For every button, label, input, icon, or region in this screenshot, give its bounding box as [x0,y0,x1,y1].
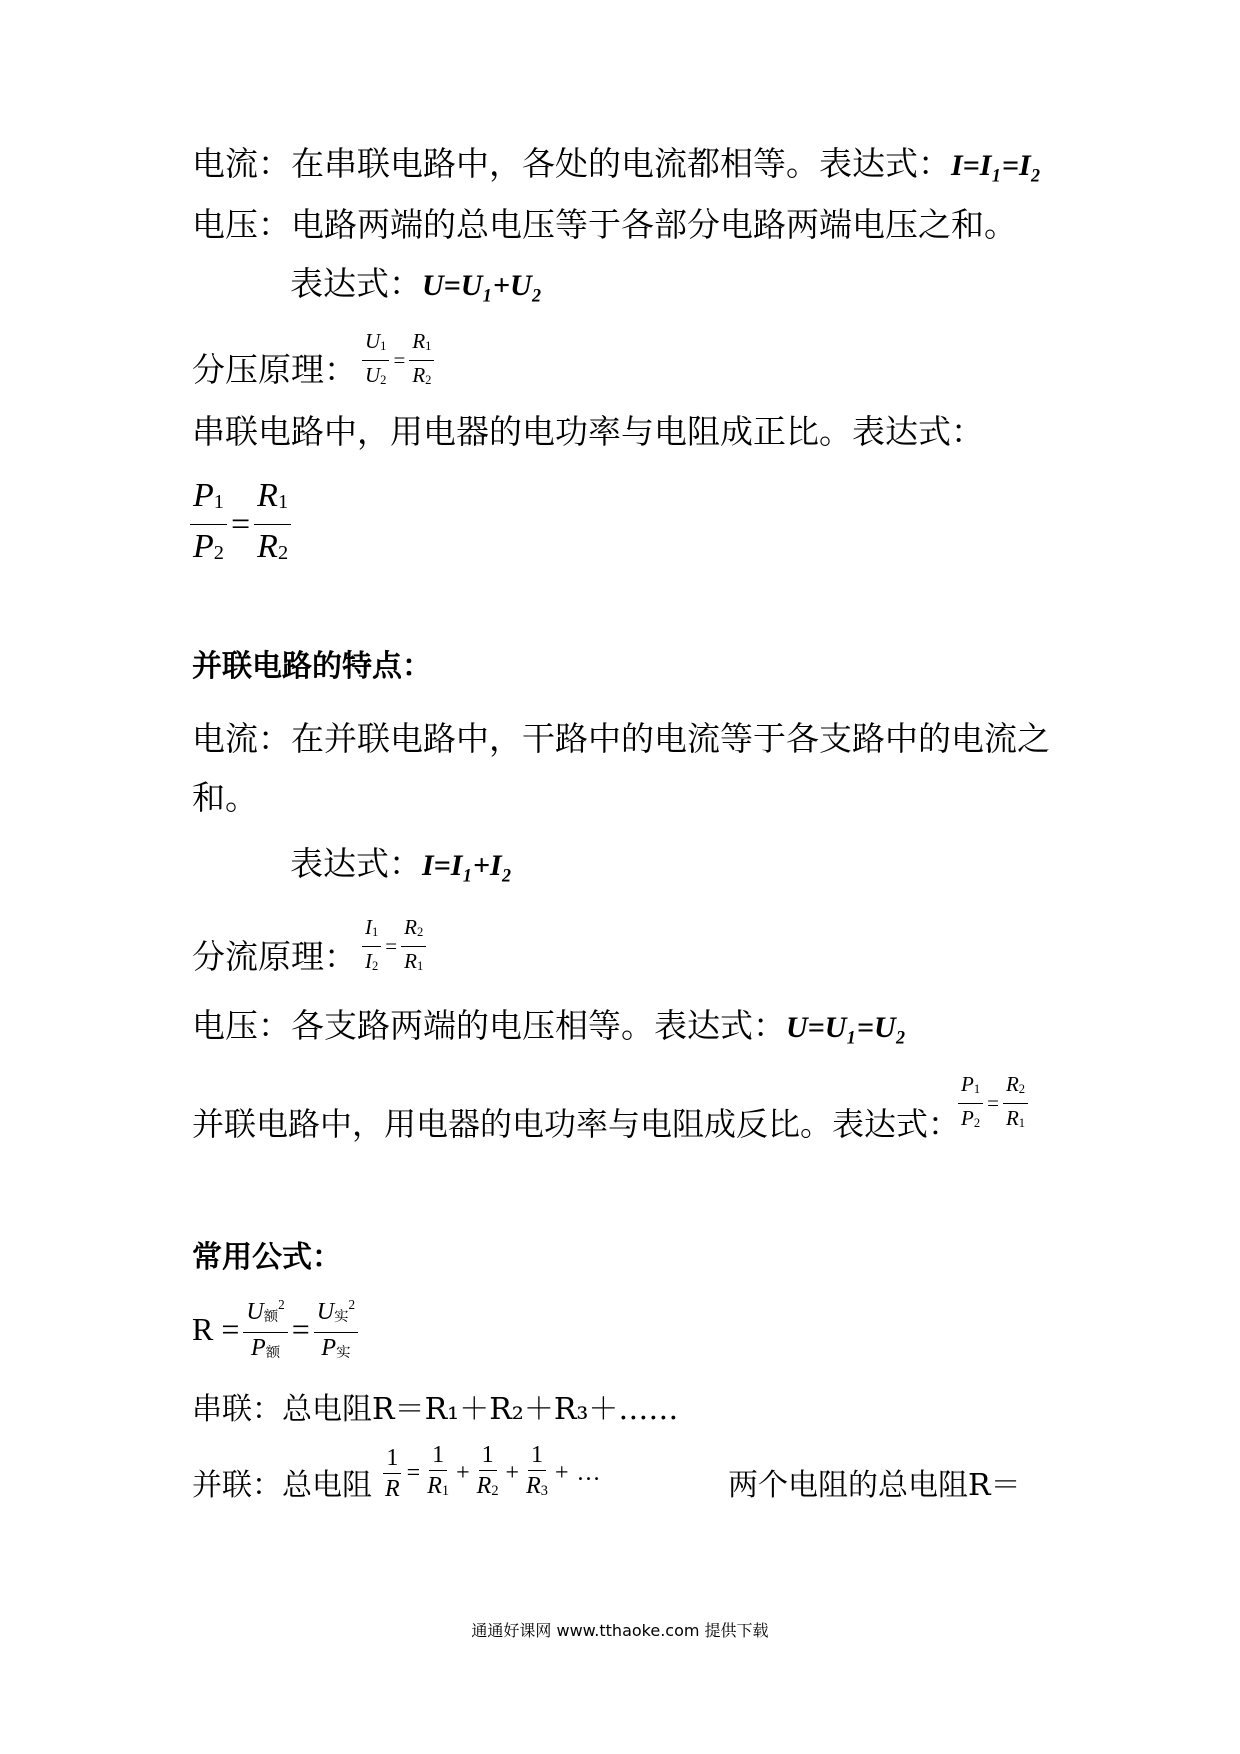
parallel-divider-line: 分流原理： [192,937,357,976]
parallel-resistance-label: 并联：总电阻 [192,1468,372,1503]
series-voltage-formula: U=U₁+U₂ [422,269,543,302]
series-current-formula: I=I₁=I₂ [951,149,1042,182]
parallel-heading: 并联电路的特点： [192,649,432,684]
series-voltage-line: 电压：电路两端的总电压等于各部分电路两端电压之和。 [192,205,1017,244]
series-divider-line: 分压原理： [192,350,357,389]
parallel-current-formula: I=I₁+I₂ [422,849,513,882]
series-voltage-expr-line: 表达式：U=U₁+U₂ [290,264,543,303]
series-current-line: 电流：在串联电路中，各处的电流都相等。表达式：I=I₁=I₂ [192,144,1042,183]
parallel-voltage-line: 电压：各支路两端的电压相等。表达式：U=U₁=U₂ [192,1006,907,1045]
series-power-line: 串联电路中，用电器的电功率与电阻成正比。表达式： [192,412,984,451]
resistance-power-formula: R = $\frac{U_额^2}{P_额}$ = $\frac{U_实^2}{P_实}$ [192,1290,358,1368]
parallel-power-formula: $\frac{P_1}{P_2}$ = $\frac{R_2}{R_1}$ [958,1070,1028,1137]
parallel-current-line: 电流：在并联电路中，干路中的电流等于各支路中的电流之 [192,719,1050,758]
series-power-formula: $\frac{P_1}{P_2}$ = $\frac{R_1}{R_2}$ [190,474,291,575]
parallel-current-line-2: 和。 [192,778,258,817]
parallel-resistance-formula: $\frac{1}{R}$ = $\frac{1}{R_1}$ + $\frac{1}{R_2}$ + $\frac{1}{R_3}$ + … [385,1442,601,1502]
voltage-divider-formula: $\frac{U_1}{U_2}$ = $\frac{R_1}{R_2}$ [362,327,434,394]
page-footer: 通通好课网 www.tthaoke.com 提供下载 [471,1621,769,1640]
two-resistors-line: 两个电阻的总电阻R＝ [728,1468,1021,1503]
parallel-current-expr-line: 表达式：I=I₁+I₂ [290,844,513,883]
parallel-power-line: 并联电路中，用电器的电功率与电阻成反比。表达式： [192,1105,961,1143]
current-divider-formula: $\frac{I_1}{I_2}$ = $\frac{R_2}{R_1}$ [362,913,426,980]
parallel-voltage-formula: U=U₁=U₂ [786,1011,907,1044]
common-heading: 常用公式： [192,1240,342,1275]
series-resistance-line: 串联：总电阻R＝R₁＋R₂＋R₃＋…… [192,1392,679,1427]
